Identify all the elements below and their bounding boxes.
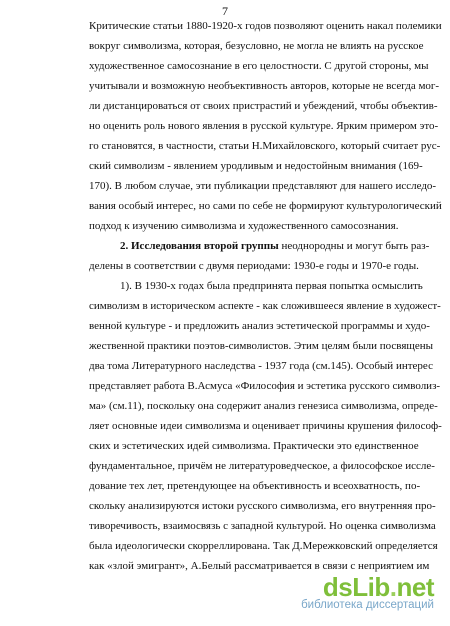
watermark-logo-tld: net [396,572,434,602]
text-line-content: вокруг символизма, которая, безусловно, не могла не влиять на русское [89,40,424,52]
text-line [89,459,435,473]
text-line-content: представляет работа В.Асмуса «Философия и эстетика русского символиз- [89,380,441,392]
text-line-content: венной культуре - и предложить анализ эстетической программы и худо- [89,320,430,332]
text-line [89,139,441,153]
text-line-content: дование тех лет, претендующее на объективность и всеохватность, по- [89,480,421,492]
text-line-content: жественной практики поэтов-символистов. Этим целям были посвящены [89,340,434,352]
text-line [120,279,423,293]
text-line [89,539,438,553]
text-line [89,219,416,233]
watermark-subtitle: библиотека диссертаций [301,599,434,611]
text-line-content: подход к изучению символизма и художественного самосознания. [89,220,399,232]
section-heading: 2. Исследования второй группы [120,240,279,252]
text-line-content: ских и эстетических идей символизма. Практически это единственное [89,440,419,452]
text-line [89,79,440,93]
text-line-content: вания особый интерес, но сами по себе не формируют культурологический [89,200,442,212]
watermark-logo-dot: . [389,572,397,602]
text-line [89,439,419,453]
text-line [89,399,438,413]
text-line [89,319,430,333]
text-line-content: фундаментальное, причём не литературоведческое, а философское иссле- [89,460,435,472]
text-line [89,359,433,373]
text-line [89,479,421,493]
text-line [89,499,436,513]
text-line [89,519,436,533]
text-line-content: символизм в историческом аспекте - как сложившееся явление в художест- [89,300,441,312]
text-line [89,199,442,213]
text-line [89,59,429,73]
text-line [89,339,434,353]
text-line [89,119,439,133]
text-line-content: учитывали и возможную необъективность авторов, которые не всегда мог- [89,80,440,92]
text-line-content: но оценить роль нового явления в русской культуре. Ярким примером это- [89,120,439,132]
watermark-logo-main: dsLib [322,572,390,602]
text-line [89,559,430,573]
text-line-content: скольку анализируются истоки русского символизма, его внутренняя про- [89,500,436,512]
text-line-content: два тома Литературного наследства - 1937 года (см.145). Особый интерес [89,360,433,372]
text-line-content: ма» (см.11), поскольку она содержит анализ генезиса символизма, опреде- [89,400,438,412]
text-line-content: как «злой эмигрант», А.Белый рассматривается в связи с неприятием им [89,560,430,572]
watermark-logo [263,572,438,614]
text-line [89,419,442,433]
text-line-content: ляет основные идеи символизма и оценивает причины крушения философ- [89,420,442,432]
text-line [89,39,424,53]
text-line [89,159,423,173]
text-line-content: ли дистанцироваться от своих пристрастий и убеждений, чтобы объектив- [89,100,438,112]
page-number: 7 [222,4,228,18]
text-line-content: делены в соответствии с двумя периодами: 1930-е годы и 1970-е годы. [89,260,419,272]
text-line-content: была идеологически скорреллирована. Так Д.Мережковский определяется [89,540,438,552]
text-line [89,379,441,393]
text-line-content: Критические статьи 1880-1920-х годов позволяют оценить накал полемики [89,20,442,32]
text-line-content: 1). В 1930-х годах была предпринята первая попытка осмыслить [120,280,423,292]
text-line-content: го становятся, в частности, статьи Н.Михайловского, который считает рус- [89,140,441,152]
text-line [120,239,430,253]
text-line-content: художественное самосознание в его целостности. С другой стороны, мы [89,60,429,72]
text-line [89,99,438,113]
text-line-content: ский символизм - явлением уродливым и недостойным внимания (169- [89,160,423,172]
text-line-content: тиворечивость, взаимосвязь с западной культурой. Но оценка символизма [89,520,436,532]
text-line [89,19,442,33]
text-line [89,299,441,313]
text-line-content: 170). В любом случае, эти публикации представляют для нашего исследо- [89,180,437,192]
text-line [89,259,419,273]
text-line-content: неоднородны и могут быть раз- [278,240,430,252]
text-line [89,179,437,193]
